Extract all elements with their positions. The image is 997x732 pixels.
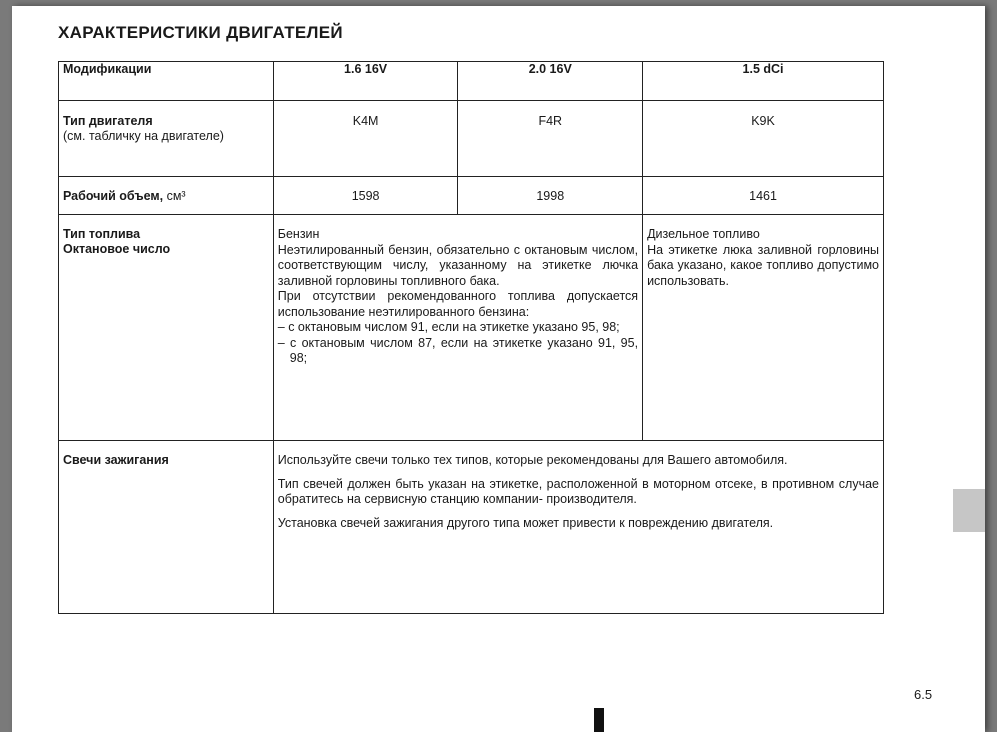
spark-paragraph-1: Используйте свечи только тех типов, которые рекомендованы для Вашего автомобиля. [277,453,788,467]
table-row-displacement [59,177,884,215]
page-number: 6.5 [914,687,933,702]
petrol-item-1: – с октановым числом 91, если на этикетке указано 95, 98; [277,320,620,334]
spark-paragraph-3: Установка свечей зажигания другого типа может привести к повреждению двигателя. [277,516,774,530]
fuel-type-label: Тип топлива [63,227,141,241]
header-modifications: Модификации [59,62,274,101]
table-row-engine-type [59,101,884,177]
engine-type-label-cell [59,101,274,177]
engine-spec-table [58,61,884,614]
displacement-unit: см³ [166,189,186,203]
petrol-title: Бензин [277,227,320,241]
spark-paragraph-2: Тип свечей должен быть указан на этикетке, расположенной в моторном отсеке, в противном случае обратитесь на сервисную станцию компании- производителя. [277,477,879,506]
engine-type-sublabel: (см. табличку на двигателе) [63,129,224,143]
engine-type-f4r: F4R [458,101,643,177]
engine-type-label: Тип двигателя [63,114,153,128]
diesel-title: Дизельное топливо [647,227,760,241]
displacement-label: Рабочий объем, [63,189,164,203]
petrol-cell [273,215,642,441]
diesel-text: На этикетке люка заливной горловины бака указано, какое топливо допустимо использовать. [647,242,879,288]
section-thumb-tab [953,489,985,532]
engine-type-k9k: K9K [643,101,884,177]
spark-plugs-cell [273,441,883,614]
spark-plugs-label: Свечи зажигания [59,441,274,614]
engine-type-k4m: K4M [273,101,458,177]
header-1-5-dci: 1.5 dCi [643,62,884,101]
octane-label: Октановое число [63,242,171,256]
displacement-1461: 1461 [643,177,884,215]
fuel-label-cell [59,215,274,441]
diesel-cell [643,215,884,441]
displacement-label-cell [59,177,274,215]
header-1-6-16v: 1.6 16V [273,62,458,101]
header-2-0-16v: 2.0 16V [458,62,643,101]
table-row-spark-plugs [59,441,884,614]
print-registration-mark [594,708,604,732]
displacement-1998: 1998 [458,177,643,215]
document-page [12,6,985,732]
page-title: ХАРАКТЕРИСТИКИ ДВИГАТЕЛЕЙ [58,23,343,42]
petrol-item-2: – с октановым числом 87, если на этикетке указано 91, 95, 98; [277,335,639,365]
table-header-row [59,62,884,101]
petrol-paragraph-2: При отсутствии рекомендованного топлива допускается использование неэтилированного бензина: [277,289,639,319]
table-row-fuel [59,215,884,441]
displacement-1598: 1598 [273,177,458,215]
petrol-paragraph-1: Неэтилированный бензин, обязательно с октановым числом, соответствующим числу, указанному на этикетке лючка заливной горловины топливного бака. [277,242,639,288]
